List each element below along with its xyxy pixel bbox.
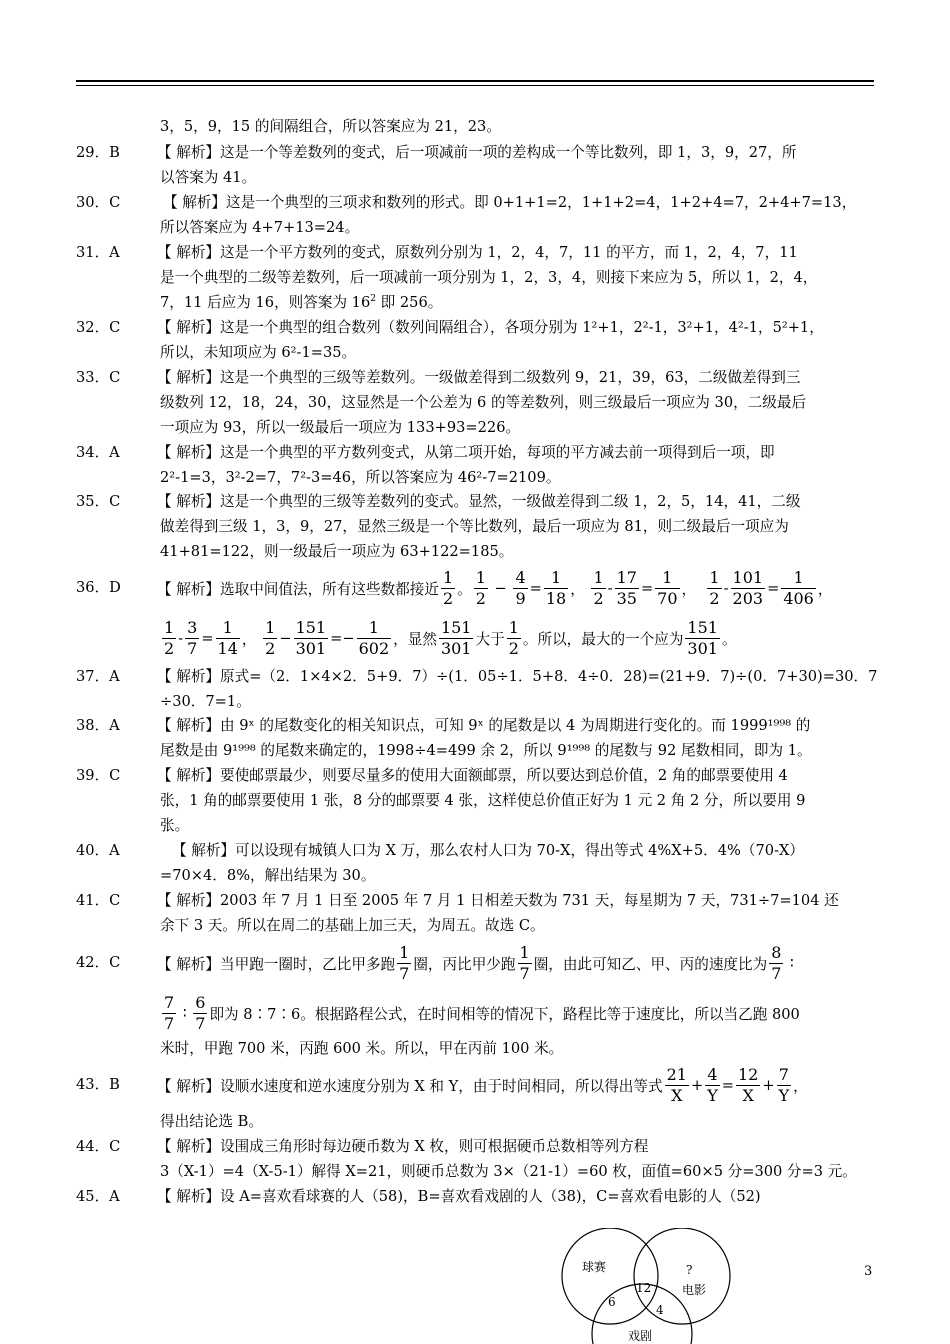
text-line: 余下 3 天。所以在周二的基础上加三天，为周五。故选 C。 <box>160 917 545 934</box>
venn-circle-c <box>634 1228 730 1324</box>
text-line: 一项应为 93，所以一级最后一项应为 133+93=226。 <box>160 419 521 436</box>
text-line: 尾数是由 9¹⁹⁹⁸ 的尾数来确定的，1998÷4=499 余 2，所以 9¹⁹⁹⁸ 的尾数与 92 尾数相同，即为 1。 <box>160 742 812 759</box>
text-line: 3，5，9，15 的间隔组合，所以答案应为 21，23。 <box>160 118 501 135</box>
formula-line: $\frac{7}{7}$ ∶ $\frac{6}{7}$ 即为 8∶7∶6。根据路程公式，在时间相等的情况下，路程比等于速度比，所以当乙跑 800 <box>164 992 800 1033</box>
text-line: 【 解析】这是一个典型的三项求和数列的形式。即 0+1+1=2，1+1+2=4，1+2+4=7，2+4+7=13， <box>163 194 857 211</box>
text-line: 7，11 后应为 16，则答案为 $16^2$ 即 256。 <box>160 294 443 311</box>
text-line: 【 解析】这是一个典型的三级等差数列。一级做差得到二级数列 9，21，39，63，二级做差得到三 <box>157 369 801 386</box>
answer-number: 41．C <box>76 892 121 909</box>
text-line: 【 解析】2003 年 7 月 1 日至 2005 年 7 月 1 日相差天数为 731 天，每星期为 7 天，731÷7=104 还 <box>157 892 839 909</box>
answer-number: 40．A <box>76 842 120 859</box>
answer-number: 32．C <box>76 319 121 336</box>
header-rule-thin <box>76 85 874 86</box>
text-line: 【 解析】由 9ˣ 的尾数变化的相关知识点，可知 9ˣ 的尾数是以 4 为周期进行变化的。而 1999¹⁹⁹⁸ 的 <box>157 717 811 734</box>
text-line: ÷30．7=1。 <box>160 693 251 710</box>
venn-diagram <box>560 1228 740 1344</box>
answer-number: 42．C <box>76 954 121 971</box>
formula-line: 【 解析】选取中间值法，所有这些数都接近 $\frac{1}{2}$ 。 $\frac{1}{2}$ − $\frac{4}{9}$ = $\frac{1}{18}$ ， $\frac{1}{2}$ - $\frac{17}{35}$ = $\frac{1}{70}$ ， $\frac{1}{2}$ - $\frac{101}{203}$ = $\frac{1}{406}$ ， <box>157 567 833 608</box>
text-line: 【 解析】设围成三角形时每边硬币数为 X 枚，则可根据硬币总数相等列方程 <box>157 1138 649 1155</box>
formula-line: 【 解析】设顺水速度和逆水速度分别为 X 和 Y，由于时间相同，所以得出等式 $\frac{21}{X}$ + $\frac{4}{Y}$ = $\frac{12}{X}$ + $\frac{7}{Y}$ ， <box>157 1064 808 1105</box>
text-line: 所以答案应为 4+7+13=24。 <box>160 219 360 236</box>
text-line: 2²-1=3，3²-2=7，7²-3=46，所以答案应为 46²-7=2109。 <box>160 469 561 486</box>
venn-label-b: 戏剧 <box>628 1329 653 1343</box>
venn-label-a: 球赛 <box>582 1260 607 1274</box>
text-line: 【 解析】这是一个典型的组合数列（数列间隔组合），各项分别为 1²+1，2²-1，3²+1，4²-1，5²+1， <box>157 319 824 336</box>
text-line: 级数列 12，18，24，30，这显然是一个公差为 6 的等差数列，则三级最后一项应为 30，二级最后 <box>160 394 807 411</box>
answer-number: 39．C <box>76 767 121 784</box>
formula-line: $\frac{1}{2}$ - $\frac{3}{7}$ = $\frac{1}{14}$ ， $\frac{1}{2}$ − $\frac{151}{301}$ =− $\frac{1}{602}$ ， 显然 $\frac{151}{301}$ 大于 $\frac{1}{2}$ 。所以，最大的一个应为 $\frac{151}{301}$ 。 <box>164 617 737 658</box>
answer-number: 33．C <box>76 369 121 386</box>
venn-label-c: 电影 <box>682 1283 707 1297</box>
answer-number: 31．A <box>76 244 120 261</box>
header-rule <box>76 80 874 82</box>
text-line: 41+81=122，则一级最后一项应为 63+122=185。 <box>160 543 514 560</box>
venn-value-c: ? <box>686 1263 693 1277</box>
answer-number: 29．B <box>76 144 120 161</box>
text-line: 张，1 角的邮票要使用 1 张，8 分的邮票要 4 张，这样使总价值正好为 1 元 2 角 2 分，所以要用 9 <box>160 792 806 809</box>
answer-number: 30．C <box>76 194 121 211</box>
text-line: 【 解析】这是一个典型的平方数列变式，从第二项开始，每项的平方减去前一项得到后一项，即 <box>157 444 775 461</box>
text-line: 【 解析】要使邮票最少，则要尽量多的使用大面额邮票，所以要达到总价值，2 角的邮票要使用 4 <box>157 767 788 784</box>
answer-number: 43．B <box>76 1076 120 1093</box>
text-line: 所以，未知项应为 6²-1=35。 <box>160 344 357 361</box>
text-line: 以答案为 41。 <box>160 169 257 186</box>
text-line: 【 解析】原式=（2．1×4×2．5+9．7）÷(1．05÷1．5+8．4÷0．28)=(21+9．7)÷(0．7+30)=30．7 <box>157 668 878 685</box>
answer-number: 44．C <box>76 1138 121 1155</box>
formula-line: 【 解析】当甲跑一圈时，乙比甲多跑 $\frac{1}{7}$ 圈，丙比甲少跑 $\frac{1}{7}$ 圈，由此可知乙、甲、丙的速度比为 $\frac{8}{7}$ ∶ <box>157 942 794 983</box>
page-number: 3 <box>864 1264 873 1279</box>
answer-number: 36．D <box>76 579 121 596</box>
answer-number: 38．A <box>76 717 120 734</box>
text-line: 【 解析】这是一个平方数列的变式，原数列分别为 1，2，4，7，11 的平方，而 1，2，4，7，11 <box>157 244 798 261</box>
venn-value-ab: 6 <box>608 1295 616 1309</box>
answer-number: 35．C <box>76 493 121 510</box>
text-line: =70×4．8%，解出结果为 30。 <box>160 867 376 884</box>
text-line: 米时，甲跑 700 米，丙跑 600 米。所以，甲在丙前 100 米。 <box>160 1040 564 1057</box>
text-line: 3（X-1）=4（X-5-1）解得 X=21，则硬币总数为 3×（21-1）=60 枚，面值=60×5 分=300 分=3 元。 <box>160 1163 857 1180</box>
text-line: 【 解析】这是一个典型的三级等差数列的变式。显然，一级做差得到二级 1，2，5，14，41，二级 <box>157 493 801 510</box>
answer-number: 45．A <box>76 1188 120 1205</box>
text-line: 【 解析】设 A=喜欢看球赛的人（58)，B=喜欢看戏剧的人（38)，C=喜欢看电影的人（52) <box>157 1188 761 1205</box>
text-line: 【 解析】这是一个等差数列的变式，后一项减前一项的差构成一个等比数列，即 1，3，9，27，所 <box>157 144 797 161</box>
text-line: 做差得到三级 1，3，9，27，显然三级是一个等比数列，最后一项应为 81，则二级最后一项应为 <box>160 518 789 535</box>
venn-value-bc: 4 <box>656 1303 664 1317</box>
venn-value-abc: 12 <box>636 1281 652 1295</box>
text-line: 是一个典型的二级等差数列，后一项减前一项分别为 1，2，3，4，则接下来应为 5，所以 1，2，4， <box>160 269 818 286</box>
venn-circle-a <box>562 1228 658 1324</box>
answer-number: 37．A <box>76 668 120 685</box>
answer-number: 34．A <box>76 444 120 461</box>
text-line: 【 解析】可以设现有城镇人口为 X 万，那么农村人口为 70-X，得出等式 4%X+5．4%（70-X） <box>172 842 804 859</box>
text-line: 得出结论选 B。 <box>160 1113 263 1130</box>
text-line: 张。 <box>160 817 190 834</box>
